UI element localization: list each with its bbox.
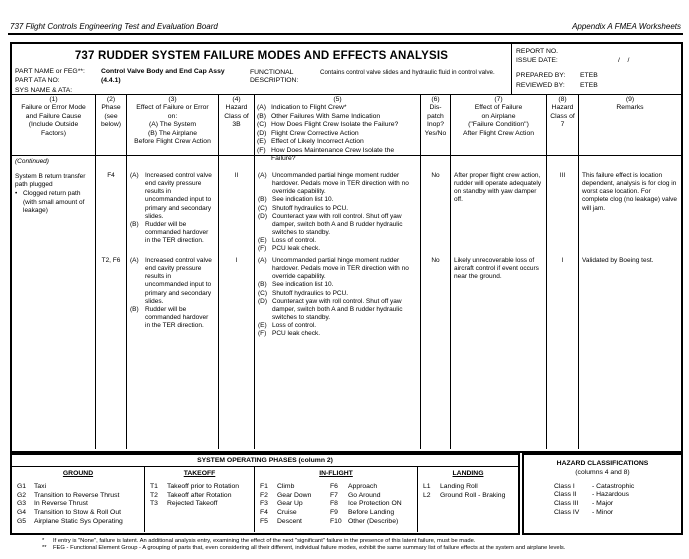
list-item-text: Ground Roll - Braking bbox=[440, 491, 506, 499]
list-item-text: Increased control valve end cavity pressure results in uncommanded input to primary and secondary slides. bbox=[145, 257, 212, 305]
list-item-text: Climb bbox=[277, 482, 295, 490]
footnotes bbox=[42, 538, 681, 552]
list-item-text: Increased control valve end cavity pressure results in uncommanded input to primary and secondary slides. bbox=[145, 172, 212, 220]
report-box bbox=[511, 44, 681, 94]
list-item-text: Uncommanded partial hinge moment rudder hardover. Pedals move in TER direction with no override capability. bbox=[272, 172, 409, 196]
list-item-tag: L1 bbox=[423, 482, 431, 490]
list-item-text: Transition to Stow & Roll Out bbox=[34, 509, 122, 517]
list-item-tag: (D) bbox=[258, 212, 268, 220]
list-item bbox=[130, 306, 215, 330]
list-item-text: Counteract yaw with roll control. Shut off yaw damper, switch both A and B rudder hydraulic switches to standby. bbox=[272, 297, 403, 321]
list-item-text: Effect of Likely Incorrect Action bbox=[271, 138, 364, 146]
list-item-tag: (A) bbox=[257, 104, 267, 112]
list-item-tag: F1 bbox=[260, 482, 268, 490]
list-item-tag: Class II bbox=[554, 491, 577, 499]
landing-heading: LANDING bbox=[452, 470, 484, 477]
list-item-text: PCU leak check. bbox=[272, 330, 321, 338]
list-item-tag: (F) bbox=[258, 330, 267, 338]
list-item-text: In Reverse Thrust bbox=[34, 500, 88, 508]
list-item-text: Rudder will be commanded hardover in the TER direction. bbox=[145, 305, 209, 329]
cell-hazard-3b-row2: I bbox=[218, 255, 254, 449]
list-item-text: Descent bbox=[277, 518, 302, 526]
list-item-tag: (C) bbox=[258, 204, 268, 212]
list-item bbox=[130, 172, 215, 221]
list-item bbox=[258, 298, 417, 322]
issue-date-value: / / bbox=[618, 57, 630, 65]
list-item bbox=[130, 257, 215, 306]
cell-effects-row2 bbox=[126, 255, 218, 449]
list-item bbox=[423, 492, 513, 501]
list-item bbox=[260, 518, 330, 527]
list-item bbox=[257, 121, 418, 129]
list-item bbox=[260, 509, 330, 518]
list-item bbox=[130, 221, 215, 245]
footnote-2: ** FEG - Functional Element Group - A grouping of parts that, even considering all their different, individual failure modes, exhibit the same summary list of failure effects at the system and airplane levels. bbox=[42, 545, 566, 552]
list-item bbox=[150, 500, 249, 509]
list-item-tag: (E) bbox=[258, 322, 267, 329]
cell-phase-row2: T2, F6 bbox=[95, 255, 126, 449]
list-item-text: Takeoff prior to Rotation bbox=[167, 482, 240, 490]
report-no-label: REPORT NO. bbox=[516, 48, 559, 55]
functional-description-label-1: FUNCTIONAL bbox=[250, 69, 294, 76]
column-header-2: (2) Phase (see below) bbox=[95, 95, 126, 165]
page-header-right: Appendix A FMEA Worksheets bbox=[572, 22, 681, 31]
list-item-tag: F2 bbox=[260, 491, 268, 499]
list-item-tag: T1 bbox=[150, 482, 158, 490]
phase-group-inflight bbox=[254, 467, 417, 532]
functional-description-label-2: DESCRIPTION: bbox=[250, 77, 299, 84]
list-item bbox=[258, 330, 417, 338]
list-item bbox=[258, 322, 417, 330]
phase-group-ground bbox=[12, 467, 144, 532]
list-item bbox=[330, 483, 412, 492]
fmea-table bbox=[10, 42, 683, 453]
list-item-text: Takeoff after Rotation bbox=[167, 491, 232, 499]
prepared-by-value: ETEB bbox=[580, 72, 598, 80]
list-item-tag: F4 bbox=[260, 509, 268, 517]
column-header-8: (8) Hazard Class of 7 bbox=[546, 95, 578, 165]
list-item bbox=[257, 104, 418, 112]
list-item bbox=[258, 281, 417, 289]
list-item bbox=[330, 492, 412, 501]
list-item-tag: (D) bbox=[258, 297, 268, 305]
issue-date-label: ISSUE DATE: bbox=[516, 57, 558, 65]
cell-hazard-7-row2: I bbox=[546, 255, 578, 449]
list-item-text: Shutoff hydraulics to PCU. bbox=[272, 204, 349, 212]
list-item bbox=[17, 500, 139, 509]
cell-effect-after-row1: After proper flight crew action, rudder will operate adequately on standby with yaw damper off. bbox=[450, 156, 546, 255]
cell-phase-row1: F4 bbox=[95, 156, 126, 255]
list-item-tag: (B) bbox=[258, 281, 267, 289]
page-header bbox=[10, 22, 681, 31]
list-item-text: How Does Flight Crew Isolate the Failure? bbox=[271, 121, 399, 129]
list-item-text: Counteract yaw with roll control. Shut off yaw damper, switch both A and B rudder hydraulic switches to standby. bbox=[272, 212, 403, 236]
list-item bbox=[17, 509, 139, 518]
cell-effects-row1 bbox=[126, 156, 218, 255]
cell-crew-indications-row1 bbox=[254, 156, 420, 255]
list-item bbox=[17, 483, 139, 492]
operating-phases-box bbox=[10, 453, 520, 535]
cell-effect-after-row2: Likely unrecoverable loss of aircraft control if event occurs near the ground. bbox=[450, 255, 546, 449]
header-rule bbox=[8, 33, 683, 35]
list-item bbox=[257, 138, 418, 146]
list-item bbox=[554, 483, 681, 492]
list-item-text: - Catastrophic bbox=[592, 482, 635, 490]
hazard-class-list bbox=[524, 483, 681, 518]
list-item bbox=[17, 518, 139, 527]
cell-dispatch-row2: No bbox=[420, 255, 450, 449]
list-item-text: Loss of control. bbox=[272, 237, 317, 244]
reviewed-by-label: REVIEWED BY: bbox=[516, 81, 565, 89]
failure-cause-bullet: • Clogged return path (with small amount of leakage) bbox=[15, 190, 85, 214]
list-item bbox=[330, 500, 412, 509]
part-name-label: PART NAME or FEG**: bbox=[15, 68, 85, 75]
functional-description-value: Contains control valve slides and hydraulic fluid in control valve. bbox=[320, 69, 495, 76]
list-item-text: Taxi bbox=[34, 482, 47, 490]
list-item-text: Before Landing bbox=[348, 509, 395, 517]
list-item-text: Rejected Takeoff bbox=[167, 500, 218, 508]
list-item-text: Other (Describe) bbox=[348, 518, 399, 526]
list-item-tag: (E) bbox=[258, 237, 267, 244]
continued-label: (Continued) bbox=[15, 158, 49, 165]
list-item-tag: (D) bbox=[257, 129, 267, 137]
table-body bbox=[12, 156, 681, 449]
takeoff-heading: TAKEOFF bbox=[183, 470, 216, 477]
list-item-tag: Class III bbox=[554, 500, 579, 508]
inflight-heading: IN-FLIGHT bbox=[319, 470, 353, 477]
prepared-by-label: PREPARED BY: bbox=[516, 72, 566, 80]
list-item-tag: (F) bbox=[257, 146, 266, 154]
column-header-9: (9) Remarks bbox=[578, 95, 681, 165]
reviewed-by-value: ETEB bbox=[580, 81, 598, 89]
list-item bbox=[260, 483, 330, 492]
phase-group-landing bbox=[417, 467, 518, 532]
list-item-tag: (A) bbox=[258, 257, 267, 264]
list-item bbox=[423, 483, 513, 492]
list-item-tag: G5 bbox=[17, 518, 27, 526]
list-item bbox=[257, 113, 418, 121]
list-item bbox=[258, 172, 417, 196]
list-item bbox=[150, 483, 249, 492]
list-item-tag: F6 bbox=[330, 482, 338, 490]
list-item-text: Go Around bbox=[348, 491, 381, 499]
list-item-tag: G2 bbox=[17, 491, 27, 499]
list-item-tag: (A) bbox=[130, 172, 139, 179]
list-item-text: Flight Crew Corrective Action bbox=[271, 129, 359, 137]
list-item-text: Transition to Reverse Thrust bbox=[34, 491, 120, 499]
hazard-heading: HAZARD CLASSIFICATIONS bbox=[556, 460, 649, 467]
list-item bbox=[554, 509, 681, 518]
list-item bbox=[260, 500, 330, 509]
cell-failure-mode-row2 bbox=[12, 255, 95, 449]
cell-failure-mode-row1 bbox=[12, 156, 95, 255]
list-item-tag: F9 bbox=[330, 509, 338, 517]
list-item-tag: L2 bbox=[423, 491, 431, 499]
list-item-text: Gear Up bbox=[277, 500, 303, 508]
list-item-tag: G3 bbox=[17, 500, 27, 508]
phase-group-takeoff bbox=[144, 467, 254, 532]
title-block-left bbox=[12, 44, 511, 94]
list-item-tag: (A) bbox=[258, 172, 267, 179]
list-item-tag: (C) bbox=[257, 121, 267, 129]
part-name-value: Control Valve Body and End Cap Assy bbox=[101, 68, 225, 75]
column-header-6: (6) Dis- patch Inop? Yes/No bbox=[420, 95, 450, 165]
cell-dispatch-row1: No bbox=[420, 156, 450, 255]
list-item bbox=[258, 237, 417, 245]
list-item-tag: F8 bbox=[330, 500, 338, 508]
footnote-1: * If entry is "None", failure is latent. An additional analysis entry, examining the effect of the next "significant" failure in the presence of this latent failure, must be made. bbox=[42, 538, 476, 544]
list-item-tag: Class I bbox=[554, 482, 575, 490]
list-item-tag: (C) bbox=[258, 289, 268, 297]
list-item-text: - Major bbox=[592, 500, 614, 508]
list-item-tag: T3 bbox=[150, 500, 158, 508]
list-item-text: How Does Maintenance Crew Isolate the Failure? bbox=[271, 146, 395, 163]
list-item-text: - Minor bbox=[592, 509, 614, 517]
list-item-tag: (E) bbox=[257, 138, 267, 146]
hazard-subheading: (columns 4 and 8) bbox=[575, 468, 630, 476]
list-item-text: Airplane Static Sys Operating bbox=[34, 518, 123, 526]
list-item-text: Cruise bbox=[277, 509, 297, 517]
list-item-tag: Class IV bbox=[554, 509, 580, 517]
list-item-text: Uncommanded partial hinge moment rudder hardover. Pedals move in TER direction with no override capability. bbox=[272, 257, 409, 281]
page-header-left: 737 Flight Controls Engineering Test and Evaluation Board bbox=[10, 22, 218, 31]
column-header-1: (1) Failure or Error Mode and Failure Cause (Include Outside Factors) bbox=[21, 96, 86, 137]
list-item-tag: F5 bbox=[260, 518, 268, 526]
list-item bbox=[150, 492, 249, 501]
failure-mode-text: System B return transfer path plugged bbox=[15, 173, 86, 189]
list-item bbox=[258, 257, 417, 281]
list-item-tag: (B) bbox=[257, 112, 267, 120]
list-item-text: Other Failures With Same Indication bbox=[271, 112, 381, 120]
cell-remarks-row1: This failure effect is location dependent, analysis is for clog in worst case location. For complete clog (no leakage) valve will jam. bbox=[578, 156, 681, 255]
list-item-text: PCU leak check. bbox=[272, 245, 321, 253]
list-item-tag: F7 bbox=[330, 491, 338, 499]
list-item bbox=[258, 213, 417, 237]
list-item-tag: (A) bbox=[130, 257, 139, 264]
list-item-tag: T2 bbox=[150, 491, 158, 499]
list-item bbox=[554, 500, 681, 509]
ground-heading: GROUND bbox=[62, 470, 94, 477]
list-item-text: Gear Down bbox=[277, 491, 312, 499]
list-item-text: - Hazardous bbox=[592, 491, 630, 499]
cell-crew-indications-row2 bbox=[254, 255, 420, 449]
list-item bbox=[258, 245, 417, 253]
list-item bbox=[330, 518, 412, 527]
list-item bbox=[554, 491, 681, 500]
list-item-text: Loss of control. bbox=[272, 322, 317, 329]
list-item bbox=[258, 205, 417, 213]
part-ata-value: (4.4.1) bbox=[101, 77, 121, 84]
cell-hazard-7-row1: III bbox=[546, 156, 578, 255]
list-item bbox=[258, 196, 417, 204]
operating-phases-columns bbox=[12, 467, 518, 532]
cell-remarks-row2: Validated by Boeing test. bbox=[578, 255, 681, 449]
list-item-tag: G1 bbox=[17, 482, 27, 490]
operating-phases-title: SYSTEM OPERATING PHASES (column 2) bbox=[12, 455, 518, 467]
list-item-text: See indication list 10. bbox=[272, 281, 334, 289]
list-item-text: Rudder will be commanded hardover in the TER direction. bbox=[145, 220, 209, 244]
list-item-tag: (B) bbox=[258, 196, 267, 204]
list-item-text: Ice Protection ON bbox=[348, 500, 402, 508]
list-item-tag: (B) bbox=[130, 305, 139, 313]
list-item bbox=[257, 130, 418, 138]
column-header-3: (3) Effect of Failure or Error on: (A) The System (B) The Airplane Before Flight Crew Action bbox=[126, 95, 218, 165]
sys-name-label: SYS NAME & ATA: bbox=[15, 87, 73, 94]
hazard-classifications-box bbox=[522, 453, 683, 535]
list-item bbox=[258, 290, 417, 298]
list-item-tag: F3 bbox=[260, 500, 268, 508]
list-item-text: Shutoff hydraulics to PCU. bbox=[272, 289, 349, 297]
title-block bbox=[12, 44, 681, 95]
list-item bbox=[330, 509, 412, 518]
list-item bbox=[260, 492, 330, 501]
column-header-7: (7) Effect of Failure on Airplane ("Failure Condition") After Flight Crew Action bbox=[450, 95, 546, 165]
list-item-text: Landing Roll bbox=[440, 482, 478, 490]
list-item-text: Indication to Flight Crew* bbox=[271, 104, 347, 112]
list-item bbox=[17, 492, 139, 501]
list-item-tag: F10 bbox=[330, 518, 342, 526]
list-item-text: Approach bbox=[348, 482, 378, 490]
column-header-5: (5) (A) Indication to Flight Crew* (B) Other Failures With Same Indication (C) How Does Flight Crew Isolate the Failure? (D) Flight Crew Corrective Action (E) Effect of Likely Incorrect Action (F) How Does Maintenance Crew Isolate the Failure? bbox=[254, 95, 420, 165]
column-header-4: (4) Hazard Class of 3B bbox=[218, 95, 254, 165]
list-item-tag: (F) bbox=[258, 245, 267, 253]
form-title: 737 RUDDER SYSTEM FAILURE MODES AND EFFECTS ANALYSIS bbox=[74, 50, 449, 62]
part-ata-label: PART ATA NO: bbox=[15, 77, 60, 84]
list-item-text: See indication list 10. bbox=[272, 196, 334, 204]
list-item-tag: (B) bbox=[130, 220, 139, 228]
list-item-tag: G4 bbox=[17, 509, 27, 517]
cell-hazard-3b-row1: II bbox=[218, 156, 254, 255]
